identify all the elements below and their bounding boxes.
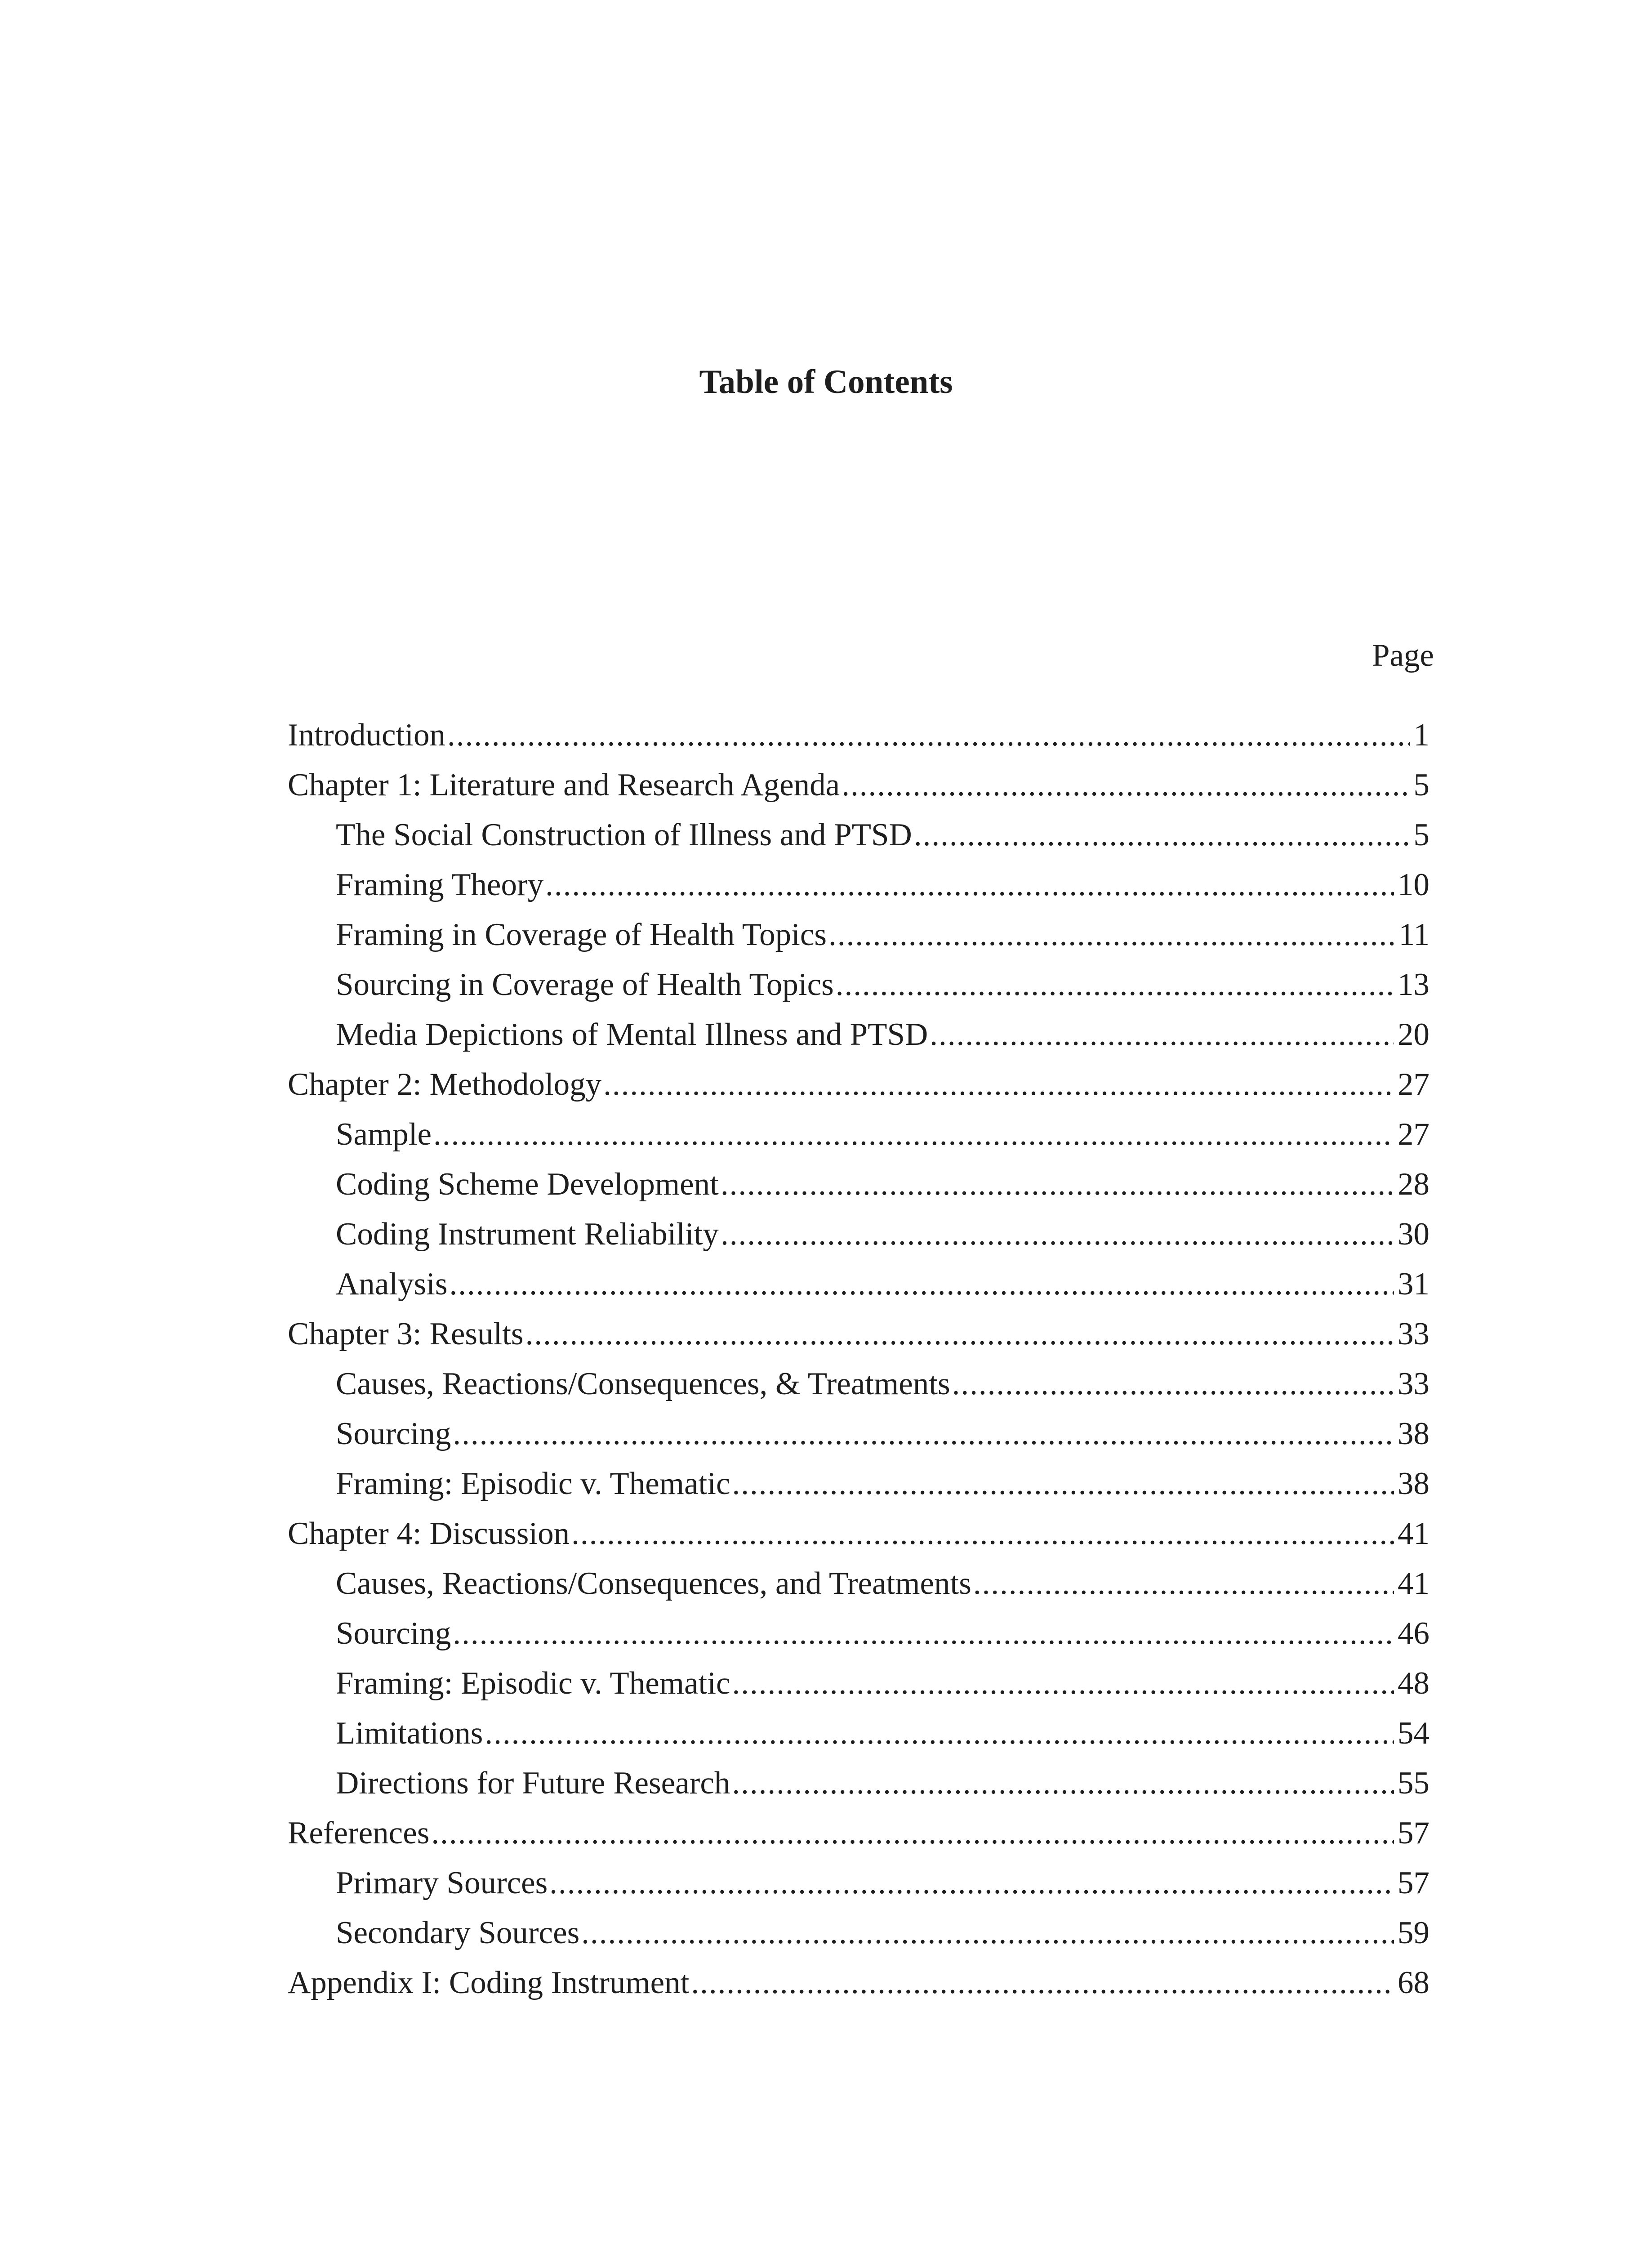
toc-entry-page-number: 55 [1398,1766,1429,1801]
dot-leader [450,1259,1394,1309]
dot-leader [914,810,1410,860]
toc-entry [288,810,1429,860]
toc-entry [288,1908,1429,1958]
toc-entry-page-number: 38 [1398,1416,1429,1451]
toc-entry-page-number: 27 [1398,1067,1429,1102]
toc-entry [288,1010,1429,1060]
toc-entry-page-number: 20 [1398,1017,1429,1052]
toc-entry-page-number: 54 [1398,1716,1429,1751]
toc-entry-page-number: 11 [1398,917,1429,952]
toc-entry-page-number: 41 [1398,1566,1429,1601]
toc-entry-page-number: 30 [1398,1217,1429,1252]
toc-entry-page-number: 57 [1398,1815,1429,1851]
page-column-label: Page [1371,638,1434,673]
toc-entry-page-number: 28 [1398,1167,1429,1202]
dot-leader [842,760,1410,810]
toc-entry-label: Primary Sources [336,1865,548,1900]
dot-leader [828,910,1395,960]
dot-leader [732,1459,1394,1509]
dot-leader [732,1659,1394,1708]
toc-entry-page-number: 33 [1398,1316,1429,1351]
toc-entry [288,960,1429,1010]
dot-leader [453,1409,1394,1459]
toc-entry-label: Coding Scheme Development [336,1167,719,1202]
toc-entry-label: The Social Construction of Illness and PTSD [336,817,912,852]
toc-entry-label: Media Depictions of Mental Illness and PTSD [336,1017,928,1052]
toc-entry-page-number: 5 [1413,767,1429,803]
dot-leader [691,1958,1394,2008]
toc-entry-label: Chapter 3: Results [288,1316,524,1351]
dot-leader [930,1010,1394,1060]
toc-entry-page-number: 59 [1398,1915,1429,1950]
toc-entry-label: Framing: Episodic v. Thematic [336,1666,730,1701]
dot-leader [545,860,1394,910]
toc-entry [288,910,1429,960]
dot-leader [571,1509,1394,1559]
toc-entry-label: Secondary Sources [336,1915,580,1950]
toc-entry [288,1459,1429,1509]
toc-entry-label: Framing Theory [336,867,544,902]
toc-entry [288,1359,1429,1409]
dot-leader [549,1858,1394,1908]
toc-entry [288,1808,1429,1858]
toc-entry [288,1858,1429,1908]
toc-entry [288,710,1429,760]
dot-leader [525,1309,1394,1359]
dot-leader [453,1609,1394,1659]
toc-entry-page-number: 38 [1398,1466,1429,1501]
toc-entry-label: Sourcing in Coverage of Health Topics [336,967,834,1002]
toc-list [288,710,1429,2008]
toc-entry-label: Limitations [336,1716,483,1751]
dot-leader [721,1160,1394,1209]
toc-entry-page-number: 13 [1398,967,1429,1002]
toc-entry [288,1559,1429,1609]
dot-leader [447,710,1410,760]
dot-leader [485,1708,1394,1758]
toc-entry [288,1259,1429,1309]
toc-entry-page-number: 5 [1413,817,1429,852]
page-title: Table of Contents [699,363,953,401]
toc-entry [288,1609,1429,1659]
toc-entry-label: Framing in Coverage of Health Topics [336,917,827,952]
toc-entry [288,1958,1429,2008]
toc-entry [288,860,1429,910]
dot-leader [431,1808,1394,1858]
toc-entry-page-number: 46 [1398,1616,1429,1651]
toc-entry [288,1409,1429,1459]
dot-leader [603,1060,1394,1110]
dot-leader [836,960,1394,1010]
toc-entry [288,1659,1429,1708]
toc-entry [288,1309,1429,1359]
toc-entry-page-number: 33 [1398,1366,1429,1401]
dot-leader [732,1758,1394,1808]
toc-entry-label: Appendix I: Coding Instrument [288,1965,690,2000]
toc-entry-label: Causes, Reactions/Consequences, and Treatments [336,1566,971,1601]
dot-leader [721,1209,1394,1259]
toc-entry [288,1060,1429,1110]
toc-entry-label: Framing: Episodic v. Thematic [336,1466,730,1501]
toc-entry-label: Chapter 4: Discussion [288,1516,570,1551]
dot-leader [952,1359,1394,1409]
toc-entry-page-number: 10 [1398,867,1429,902]
toc-entry [288,1209,1429,1259]
dot-leader [973,1559,1394,1609]
toc-entry-page-number: 27 [1398,1117,1429,1152]
dot-leader [433,1110,1394,1160]
toc-entry [288,1708,1429,1758]
toc-entry [288,760,1429,810]
toc-entry-label: Coding Instrument Reliability [336,1217,719,1252]
toc-entry [288,1758,1429,1808]
toc-entry-label: Chapter 1: Literature and Research Agenda [288,767,840,803]
toc-entry-page-number: 41 [1398,1516,1429,1551]
toc-entry-label: Introduction [288,718,445,753]
toc-entry-label: Sourcing [336,1616,451,1651]
toc-entry-page-number: 1 [1413,718,1429,753]
toc-entry [288,1110,1429,1160]
toc-entry [288,1160,1429,1209]
toc-entry-label: Sourcing [336,1416,451,1451]
dot-leader [581,1908,1394,1958]
toc-entry [288,1509,1429,1559]
toc-entry-page-number: 57 [1398,1865,1429,1900]
toc-entry-page-number: 68 [1398,1965,1429,2000]
toc-entry-label: Sample [336,1117,432,1152]
toc-entry-page-number: 48 [1398,1666,1429,1701]
toc-entry-page-number: 31 [1398,1267,1429,1302]
toc-entry-label: Chapter 2: Methodology [288,1067,602,1102]
toc-entry-label: Analysis [336,1267,448,1302]
toc-entry-label: Causes, Reactions/Consequences, & Treatments [336,1366,950,1401]
toc-entry-label: Directions for Future Research [336,1766,730,1801]
toc-entry-label: References [288,1815,430,1851]
